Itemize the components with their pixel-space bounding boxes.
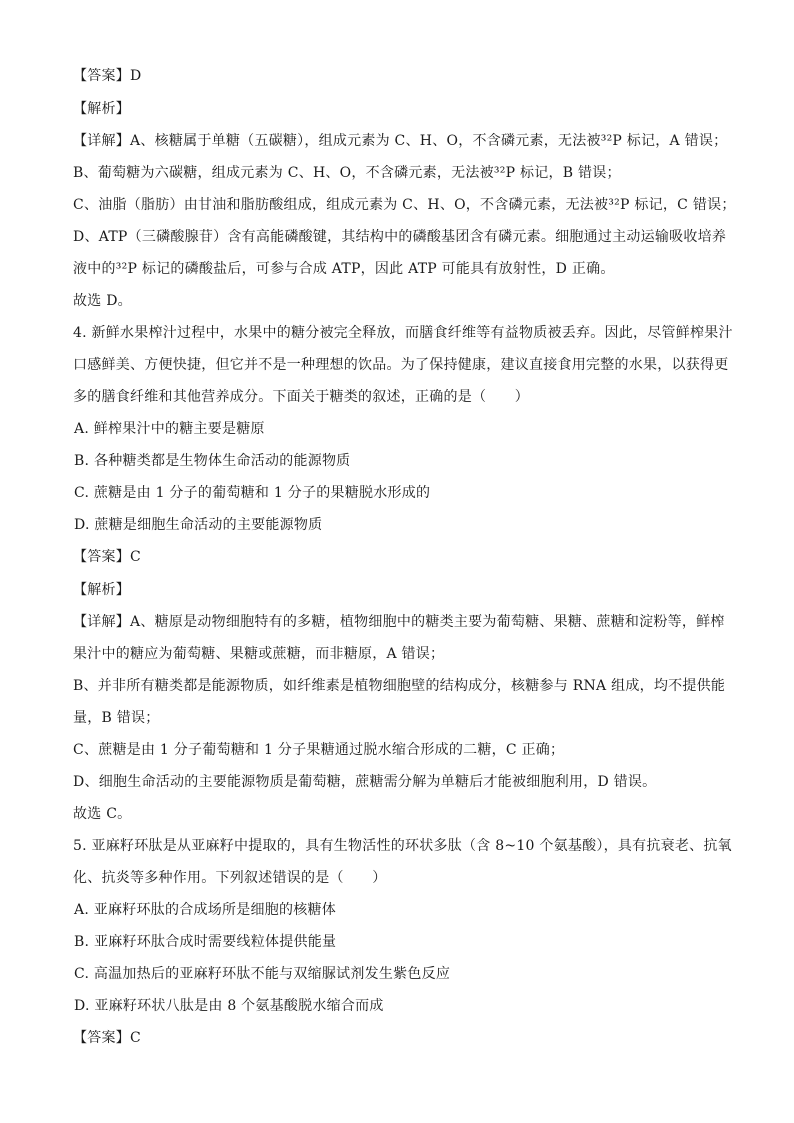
answer-label-q4: 【答案】C	[73, 549, 141, 565]
q4-stem-line1: 4. 新鲜水果榨汁过程中，水果中的糖分被完全释放，而膳食纤维等有益物质被丢弃。因此，尽管鲜榨果汁	[73, 325, 733, 341]
q5-option-c: C. 高温加热后的亚麻籽环肽不能与双缩脲试剂发生紫色反应	[74, 966, 451, 982]
q3-explain-b: B、葡萄糖为六碳糖，组成元素为 C、H、O，不含磷元素，无法被³²P 标记，B 错误；	[73, 165, 621, 181]
q4-stem-line3: 多的膳食纤维和其他营养成分。下面关于糖类的叙述，正确的是（ ）	[73, 389, 529, 405]
q4-explain-c: C、蔗糖是由 1 分子葡萄糖和 1 分子果糖通过脱水缩合形成的二糖，C 正确；	[73, 742, 565, 758]
q5-stem-line2: 化、抗炎等多种作用。下列叙述错误的是（ ）	[73, 870, 387, 886]
q3-explain-c: C、油脂（脂肪）由甘油和脂肪酸组成，组成元素为 C、H、O，不含磷元素，无法被³²P 标记，C 错误；	[73, 197, 736, 213]
q4-explain-b-line2: 量，B 错误；	[73, 710, 160, 726]
q3-explain-d-line2: 液中的³²P 标记的磷酸盐后，可参与合成 ATP，因此 ATP 可能具有放射性，D 正确。	[73, 261, 615, 277]
answer-label-q3: 【答案】D	[73, 68, 142, 84]
q4-explain-b-line1: B、并非所有糖类都是能源物质，如纤维素是植物细胞壁的结构成分，核糖参与 RNA 组成，均不提供能	[73, 678, 726, 694]
q4-selection: 故选 C。	[73, 806, 132, 822]
q4-stem-line2: 口感鲜美、方便快捷，但它并不是一种理想的饮品。为了保持健康，建议直接食用完整的水果，以获得更	[73, 357, 729, 373]
q3-explain-a: 【详解】A、核糖属于单糖（五碳糖），组成元素为 C、H、O，不含磷元素，无法被³²P 标记，A 错误；	[73, 133, 728, 149]
q5-option-b: B. 亚麻籽环肽合成时需要线粒体提供能量	[74, 934, 337, 950]
q5-stem-line1: 5. 亚麻籽环肽是从亚麻籽中提取的，具有生物活性的环状多肽（含 8~10 个氨基酸），具有抗衰老、抗氧	[73, 838, 732, 854]
q4-explain-a-line1: 【详解】A、糖原是动物细胞特有的多糖，植物细胞中的糖类主要为葡萄糖、果糖、蔗糖和淀粉等，鲜榨	[73, 614, 725, 630]
q4-explain-d: D、细胞生命活动的主要能源物质是葡萄糖，蔗糖需分解为单糖后才能被细胞利用，D 错误。	[73, 774, 657, 790]
q4-explain-a-line2: 果汁中的糖应为葡萄糖、果糖或蔗糖，而非糖原，A 错误；	[73, 646, 445, 662]
q4-option-a: A. 鲜榨果汁中的糖主要是糖原	[74, 421, 265, 437]
analysis-label-q3: 【解析】	[73, 101, 130, 117]
q3-selection: 故选 D。	[73, 293, 132, 309]
q3-explain-d-line1: D、ATP（三磷酸腺苷）含有高能磷酸键，其结构中的磷酸基团含有磷元素。细胞通过主动运输吸收培养	[73, 229, 727, 245]
q4-option-b: B. 各种糖类都是生物体生命活动的能源物质	[74, 453, 351, 469]
q4-option-c: C. 蔗糖是由 1 分子的葡萄糖和 1 分子的果糖脱水形成的	[74, 485, 431, 501]
answer-label-q5: 【答案】C	[73, 1030, 141, 1046]
q5-option-d: D. 亚麻籽环状八肽是由 8 个氨基酸脱水缩合而成	[74, 998, 384, 1014]
analysis-label-q4: 【解析】	[73, 582, 130, 598]
q4-option-d: D. 蔗糖是细胞生命活动的主要能源物质	[74, 517, 323, 533]
q5-option-a: A. 亚麻籽环肽的合成场所是细胞的核糖体	[74, 902, 337, 918]
